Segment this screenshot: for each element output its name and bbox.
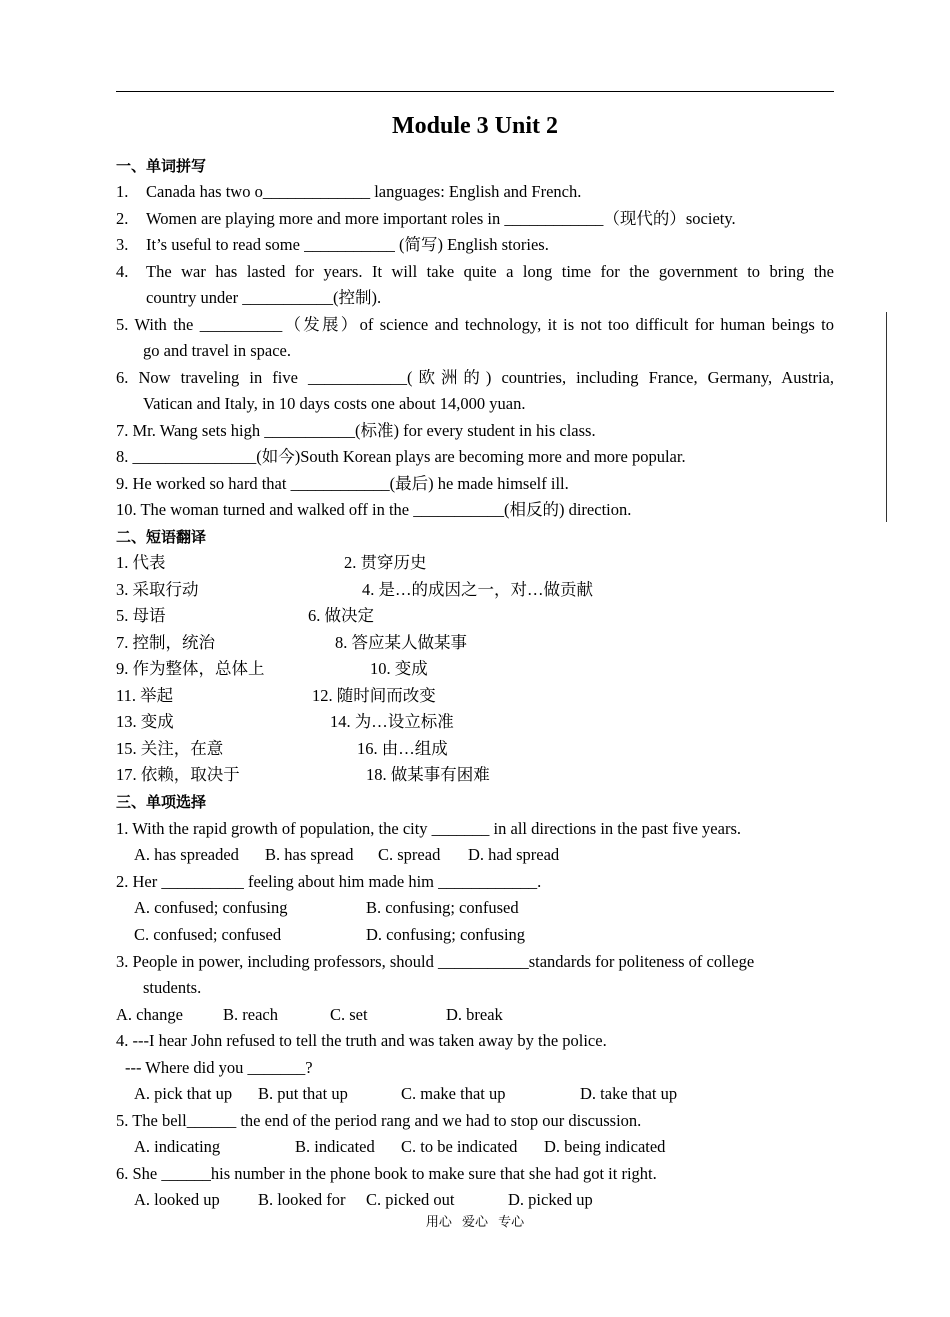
phrase-row: 11. 举起 12. 随时间而改变	[116, 686, 436, 705]
spelling-q4-cont: country under ___________(控制).	[146, 288, 382, 307]
option-b: B. reach	[223, 1005, 278, 1024]
section-heading-spelling: 一、单词拼写	[116, 157, 207, 175]
spelling-q5: 5. With the __________（发展）of science and technology, it is not too difficult for human beings to	[116, 315, 834, 334]
spelling-q8: 8. _______________(如今)South Korean plays are becoming more and more popular.	[116, 447, 686, 466]
margin-bar	[886, 312, 887, 522]
spelling-q2: 2. Women are playing more and more important roles in ____________（现代的）society.	[116, 209, 736, 228]
choice-q4-stem: 4. ---I hear John refused to tell the truth and was taken away by the police.	[116, 1031, 607, 1050]
phrase-row: 9. 作为整体，总体上 10. 变成	[116, 659, 428, 678]
choice-q4-stem-cont: --- Where did you _______?	[125, 1058, 313, 1077]
choice-q3-options	[116, 1002, 834, 1028]
spelling-q5-cont: go and travel in space.	[143, 341, 291, 360]
option-c: C. make that up	[401, 1084, 506, 1103]
section-heading-phrases: 二、短语翻译	[116, 528, 207, 546]
spelling-q9: 9. He worked so hard that ____________(最后) he made himself ill.	[116, 474, 569, 493]
option-d: D. break	[446, 1005, 503, 1024]
phrase-row: 7. 控制，统治 8. 答应某人做某事	[116, 633, 467, 652]
phrase-row: 13. 变成 14. 为…设立标准	[116, 712, 454, 731]
option-a: A. indicating	[134, 1137, 221, 1156]
spelling-q3: 3. It’s useful to read some ___________ (简写) English stories.	[116, 235, 549, 254]
option-d: D. confusing; confusing	[366, 925, 526, 944]
option-c: C. spread	[378, 845, 441, 864]
header-rule	[116, 91, 834, 92]
option-d: D. take that up	[580, 1084, 678, 1103]
option-a: A. has spreaded	[134, 845, 239, 864]
phrase-row: 5. 母语 6. 做决定	[116, 606, 374, 625]
choice-q2-options	[116, 895, 834, 921]
page-title: Module 3 Unit 2	[391, 113, 558, 139]
choice-q6-stem: 6. She ______his number in the phone book to make sure that she had got it right.	[116, 1164, 657, 1183]
phrase-row: 3. 采取行动 4. 是…的成因之一，对…做贡献	[116, 580, 593, 599]
option-a: A. pick that up	[134, 1084, 233, 1103]
spelling-q6: 6. Now traveling in five ____________(欧洲的) countries, including France, Germany, Austria,	[116, 368, 834, 387]
option-c: C. to be indicated	[401, 1137, 518, 1156]
option-a: A. confused; confusing	[134, 898, 288, 917]
option-b: B. has spread	[265, 845, 354, 864]
spelling-q4: 4. The war has lasted for years. It will take quite a long time for the government to bring the	[116, 262, 834, 281]
option-d: D. had spread	[468, 845, 560, 864]
option-a: A. change	[116, 1005, 183, 1024]
option-c: C. confused; confused	[134, 925, 282, 944]
choice-q1-options	[116, 842, 834, 868]
choice-q2-stem: 2. Her __________ feeling about him made him ____________.	[116, 872, 542, 891]
option-b: B. confusing; confused	[366, 898, 519, 917]
option-a: A. looked up	[134, 1190, 220, 1209]
choice-q3-stem-cont: students.	[143, 978, 202, 997]
spelling-q7: 7. Mr. Wang sets high ___________(标准) for every student in his class.	[116, 421, 596, 440]
option-c: C. set	[330, 1005, 368, 1024]
spelling-q1: 1. Canada has two o_____________ languages: English and French.	[116, 182, 582, 201]
option-c: C. picked out	[366, 1190, 455, 1209]
option-b: B. indicated	[295, 1137, 375, 1156]
choice-q5-stem: 5. The bell______ the end of the period rang and we had to stop our discussion.	[116, 1111, 642, 1130]
choice-q4-options	[116, 1081, 834, 1107]
option-b: B. looked for	[258, 1190, 346, 1209]
choice-q1-stem: 1. With the rapid growth of population, the city _______ in all directions in the past five years.	[116, 819, 741, 838]
choice-q3-stem: 3. People in power, including professors, should ___________standards for politeness of college	[116, 952, 755, 971]
option-d: D. picked up	[508, 1190, 593, 1209]
phrase-row: 15. 关注，在意 16. 由…组成	[116, 739, 448, 758]
spelling-q6-cont: Vatican and Italy, in 10 days costs one about 14,000 yuan.	[143, 394, 526, 413]
choice-q2-options-2	[116, 922, 834, 948]
page-footer: 用心 爱心 专心	[425, 1215, 525, 1230]
spelling-q10: 10. The woman turned and walked off in the ___________(相反的) direction.	[116, 500, 632, 519]
section-heading-choice: 三、单项选择	[116, 793, 207, 811]
choice-q5-options	[116, 1134, 834, 1160]
option-d: D. being indicated	[544, 1137, 666, 1156]
option-b: B. put that up	[258, 1084, 348, 1103]
phrase-row: 17. 依赖，取决于 18. 做某事有困难	[116, 765, 490, 784]
phrase-row: 1. 代表 2. 贯穿历史	[116, 553, 427, 572]
choice-q6-options	[116, 1187, 834, 1213]
